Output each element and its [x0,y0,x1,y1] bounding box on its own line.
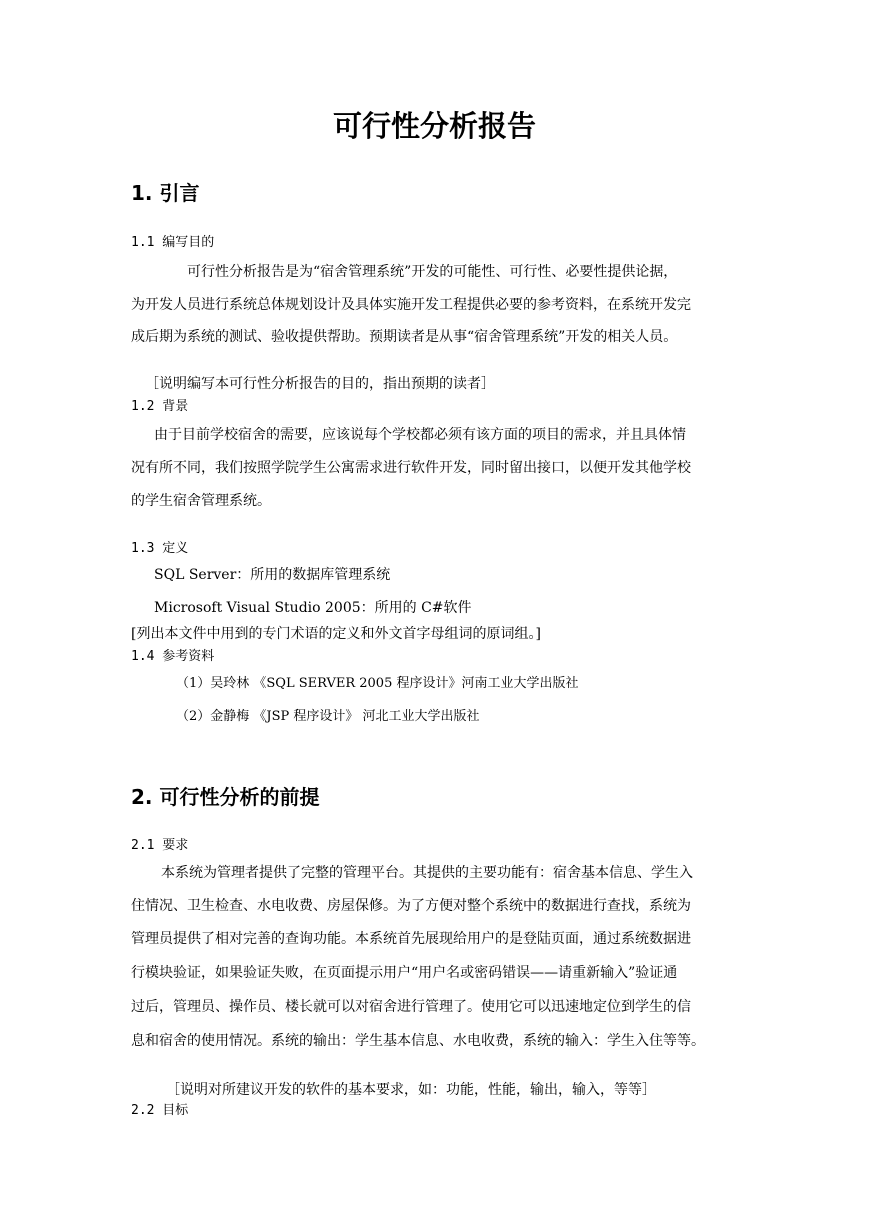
section-2-1-line-1: 本系统为管理者提供了完整的管理平台。其提供的主要功能有：宿舍基本信息、学生入 [161,865,693,881]
section-1-2-line-1: 由于目前学校宿舍的需要，应该说每个学校都必须有该方面的项目的需求，并且具体情 [154,427,686,443]
section-2-1-note: ［说明对所建议开发的软件的基本要求，如：功能，性能，输出，输入，等等］ [166,1082,656,1098]
reference-1: （1）吴玲林 《SQL SERVER 2005 程序设计》河南工业大学出版社 [176,676,579,691]
section-1-2-line-2: 况有所不同，我们按照学院学生公寓需求进行软件开发，同时留出接口，以便开发其他学校 [131,460,691,476]
section-1-1-line-2: 为开发人员进行系统总体规划设计及具体实施开发工程提供必要的参考资料，在系统开发完 [131,297,691,313]
section-1-4-heading: 1.4 参考资料 [131,649,215,664]
section-1-2-line-3: 的学生宿舍管理系统。 [131,493,271,509]
section-2-1-heading: 2.1 要求 [131,838,189,853]
definition-visual-studio: Microsoft Visual Studio 2005：所用的 C#软件 [154,600,472,616]
section-2-2-heading: 2.2 目标 [131,1103,189,1118]
section-1-1-heading: 1.1 编写目的 [131,235,215,250]
section-2-1-line-2: 住情况、卫生检查、水电收费、房屋保修。为了方便对整个系统中的数据进行查找，系统为 [131,898,691,914]
section-2-1-line-6: 息和宿舍的使用情况。系统的输出：学生基本信息、水电收费，系统的输入：学生入住等等。 [131,1033,705,1049]
reference-2: （2）金静梅 《JSP 程序设计》 河北工业大学出版社 [176,709,480,724]
section-1-3-note: [列出本文件中用到的专门术语的定义和外文首字母组词的原词组。] [131,626,541,642]
section-2-heading: 2. 可行性分析的前提 [131,785,320,809]
section-1-1-line-1: 可行性分析报告是为“宿舍管理系统”开发的可能性、可行性、必要性提供论据， [187,264,678,280]
section-2-1-line-4: 行模块验证，如果验证失败，在页面提示用户“用户名或密码错误——请重新输入”验证通 [131,965,678,981]
section-1-2-heading: 1.2 背景 [131,399,189,414]
section-1-heading: 1. 引言 [131,181,200,205]
section-1-1-note: ［说明编写本可行性分析报告的目的，指出预期的读者］ [145,376,495,392]
section-2-1-line-5: 过后，管理员、操作员、楼长就可以对宿舍进行管理了。使用它可以迅速地定位到学生的信 [131,999,691,1015]
definition-sql-server: SQL Server：所用的数据库管理系统 [154,567,391,583]
section-1-3-heading: 1.3 定义 [131,541,189,556]
section-1-1-line-3: 成后期为系统的测试、验收提供帮助。预期读者是从事“宿舍管理系统”开发的相关人员。 [131,329,678,345]
document-title: 可行性分析报告 [332,109,536,143]
section-2-1-line-3: 管理员提供了相对完善的查询功能。本系统首先展现给用户的是登陆页面，通过系统数据进 [131,931,691,947]
